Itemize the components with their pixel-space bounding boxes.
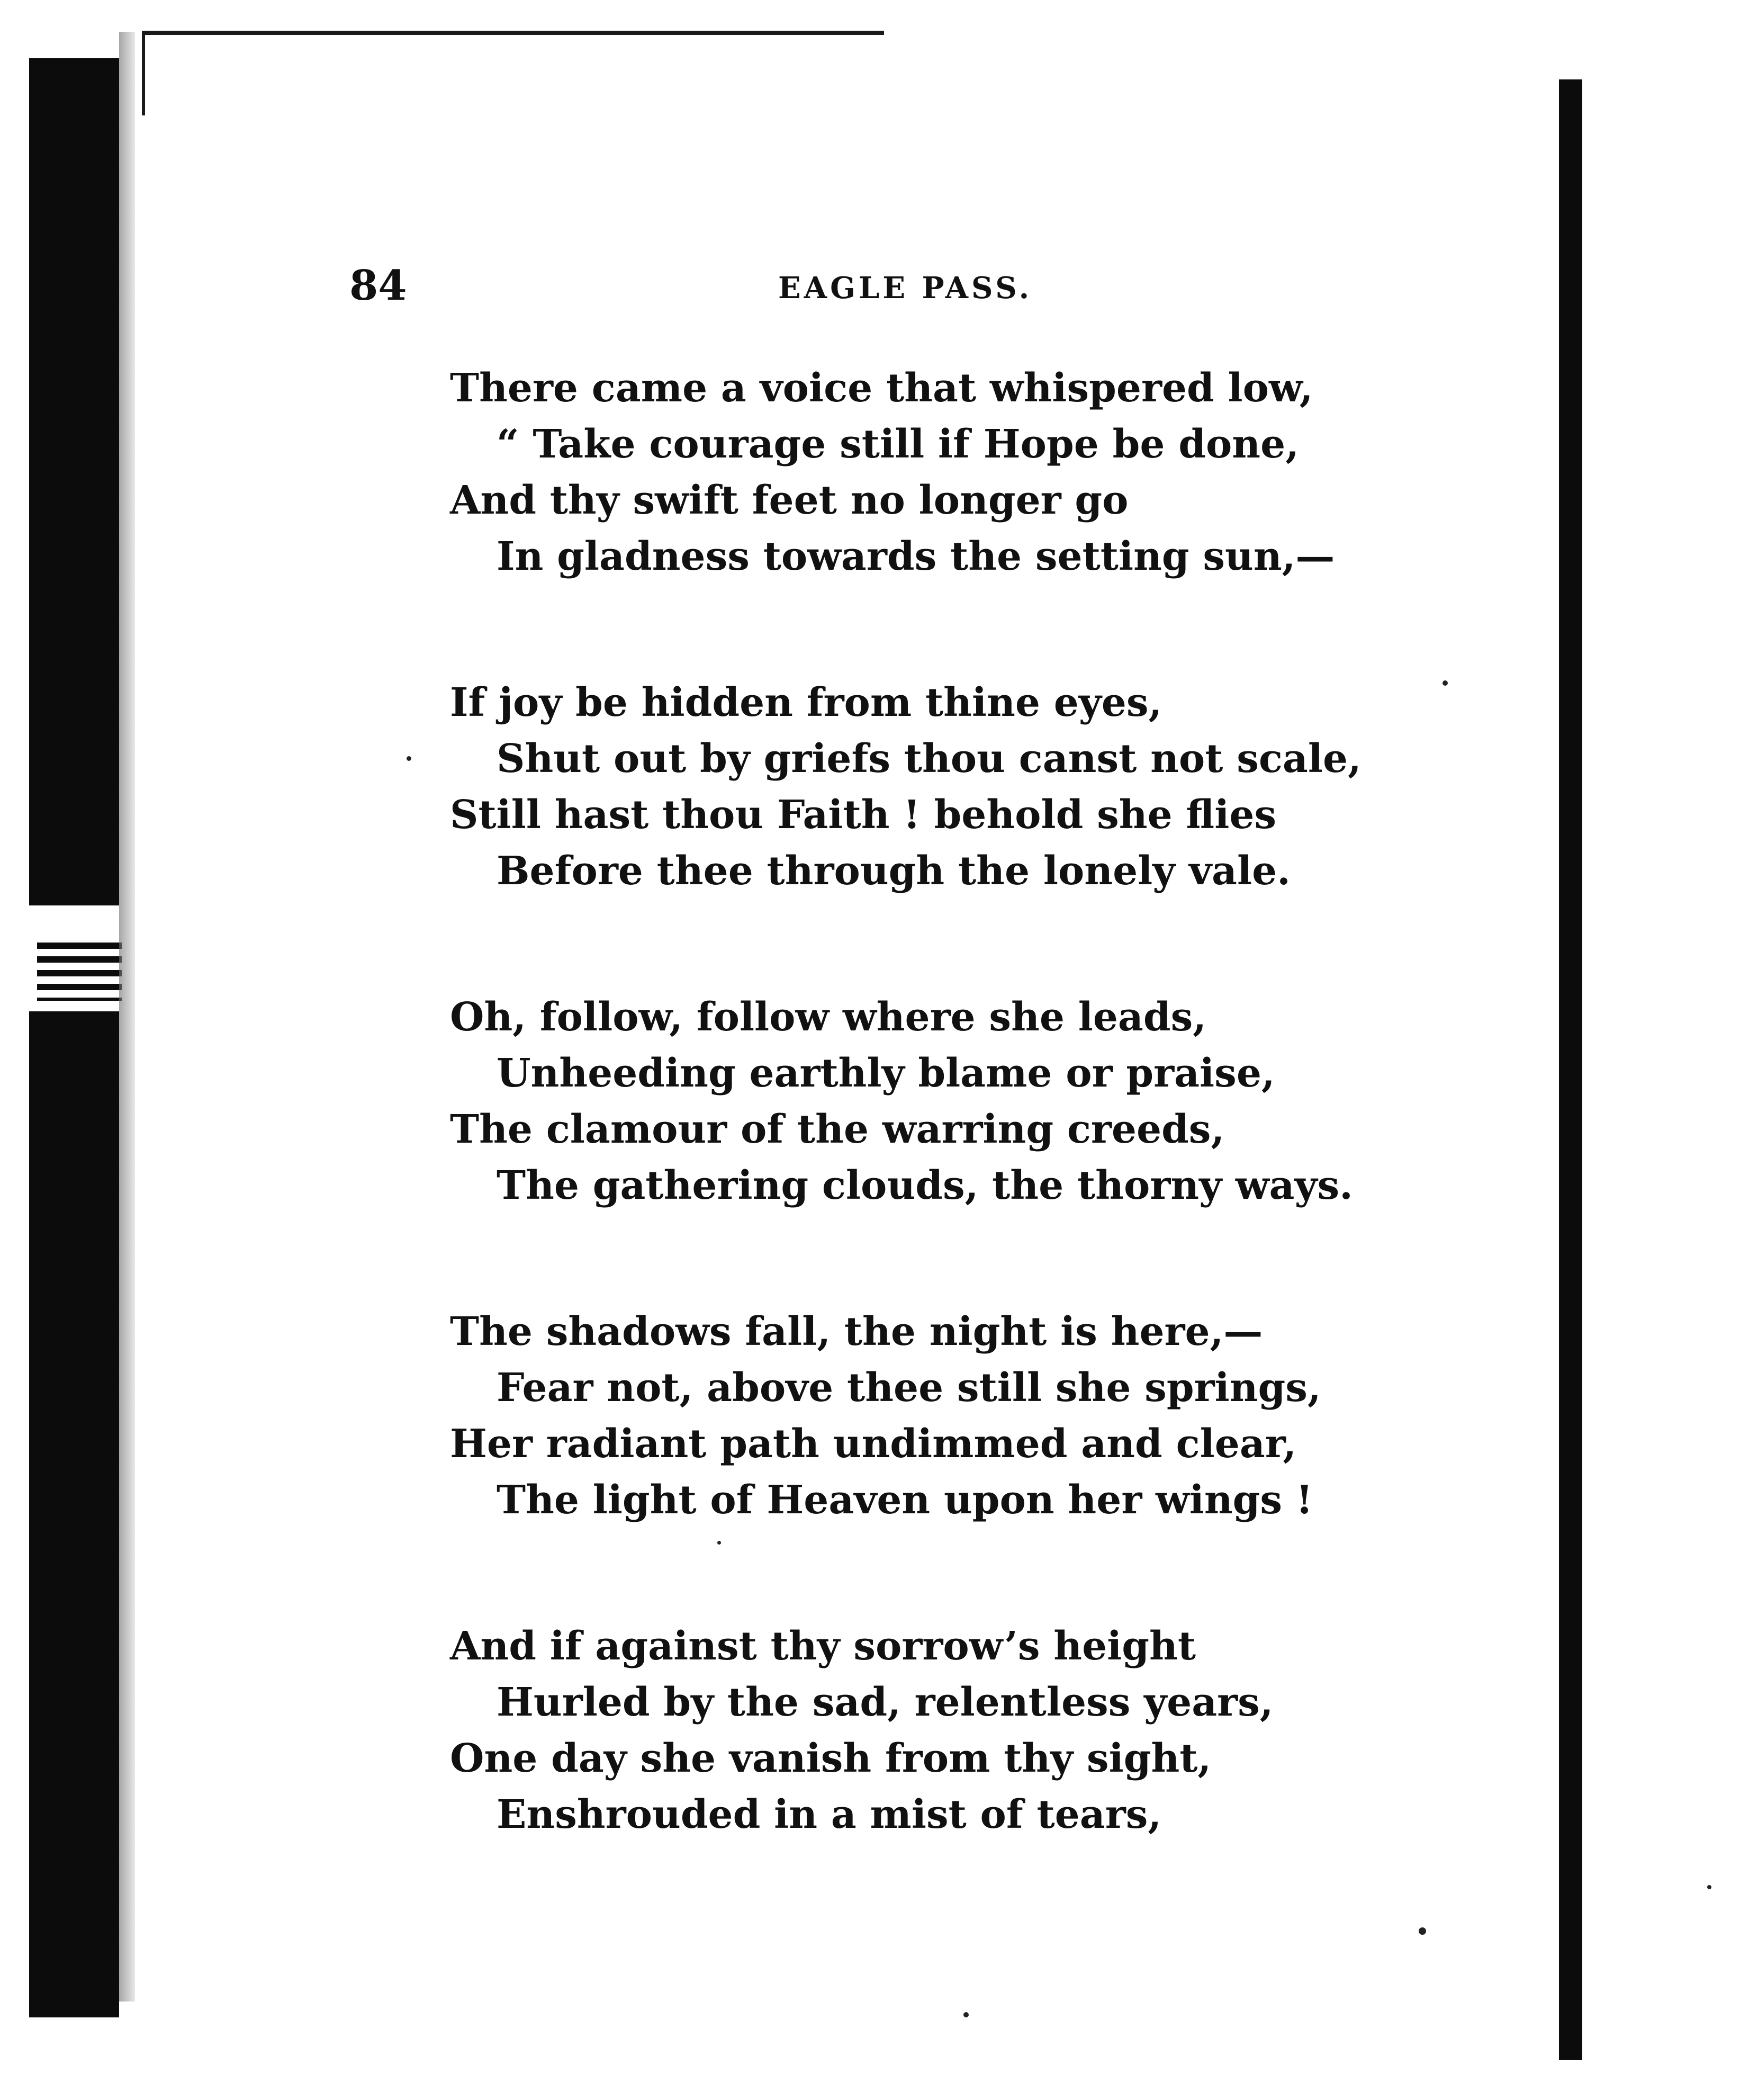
scan-speck: [1443, 680, 1448, 686]
poem-line: There came a voice that whispered low,: [450, 365, 1313, 411]
poem-line: Enshrouded in a mist of tears,: [497, 1792, 1162, 1837]
poem-line: Unheeding earthly blame or praise,: [497, 1051, 1275, 1096]
scan-speck: [963, 2012, 969, 2017]
poem-line: Shut out by griefs thou canst not scale,: [497, 736, 1362, 782]
scan-speck: [1707, 1885, 1711, 1889]
page-number: 84: [349, 262, 407, 310]
poem-line: Hurled by the sad, relentless years,: [497, 1680, 1274, 1725]
stanza: [450, 675, 1362, 899]
scan-speck: [407, 756, 411, 761]
poem-line: In gladness towards the setting sun,—: [497, 534, 1335, 579]
poem-line: Still hast thou Faith ! behold she flies: [450, 792, 1277, 838]
scan-binding-shadow: [29, 58, 119, 905]
running-head: EAGLE PASS.: [778, 271, 1033, 306]
poem-line: The shadows fall, the night is here,—: [450, 1309, 1263, 1354]
poem-line: One day she vanish from thy sight,: [450, 1736, 1212, 1781]
poem-line: Oh, follow, follow where she leads,: [450, 994, 1207, 1040]
poem-line: Fear not, above thee still she springs,: [497, 1365, 1321, 1411]
poem-line: And if against thy sorrow’s height: [450, 1623, 1196, 1669]
page-header: [349, 259, 1302, 323]
scan-binding-shadow-lower: [29, 1011, 119, 2017]
poem-line: Before thee through the lonely vale.: [497, 848, 1291, 894]
scan-top-edge: [143, 31, 884, 35]
poem-line: If joy be hidden from thine eyes,: [450, 680, 1162, 725]
poem-line: And thy swift feet no longer go: [450, 478, 1129, 523]
scan-speck: [1419, 1927, 1426, 1935]
poem-line: The gathering clouds, the thorny ways.: [497, 1163, 1353, 1208]
stanza: [450, 1618, 1350, 1843]
poem-body: [450, 360, 1362, 1933]
poem-line: The light of Heaven upon her wings !: [497, 1477, 1313, 1523]
poem-line: “ Take courage still if Hope be done,: [497, 421, 1299, 467]
scan-right-edge: [1559, 79, 1582, 2060]
stanza: [450, 1304, 1350, 1528]
stanza: [450, 989, 1353, 1214]
poem-line: The clamour of the warring creeds,: [450, 1107, 1225, 1152]
poem-line: Her radiant path undimmed and clear,: [450, 1421, 1297, 1467]
scan-gutter-gradient: [119, 32, 135, 2002]
scan-corner-edge: [142, 31, 145, 115]
scan-binding-stripes: [37, 943, 122, 1001]
stanza: [450, 360, 1350, 585]
